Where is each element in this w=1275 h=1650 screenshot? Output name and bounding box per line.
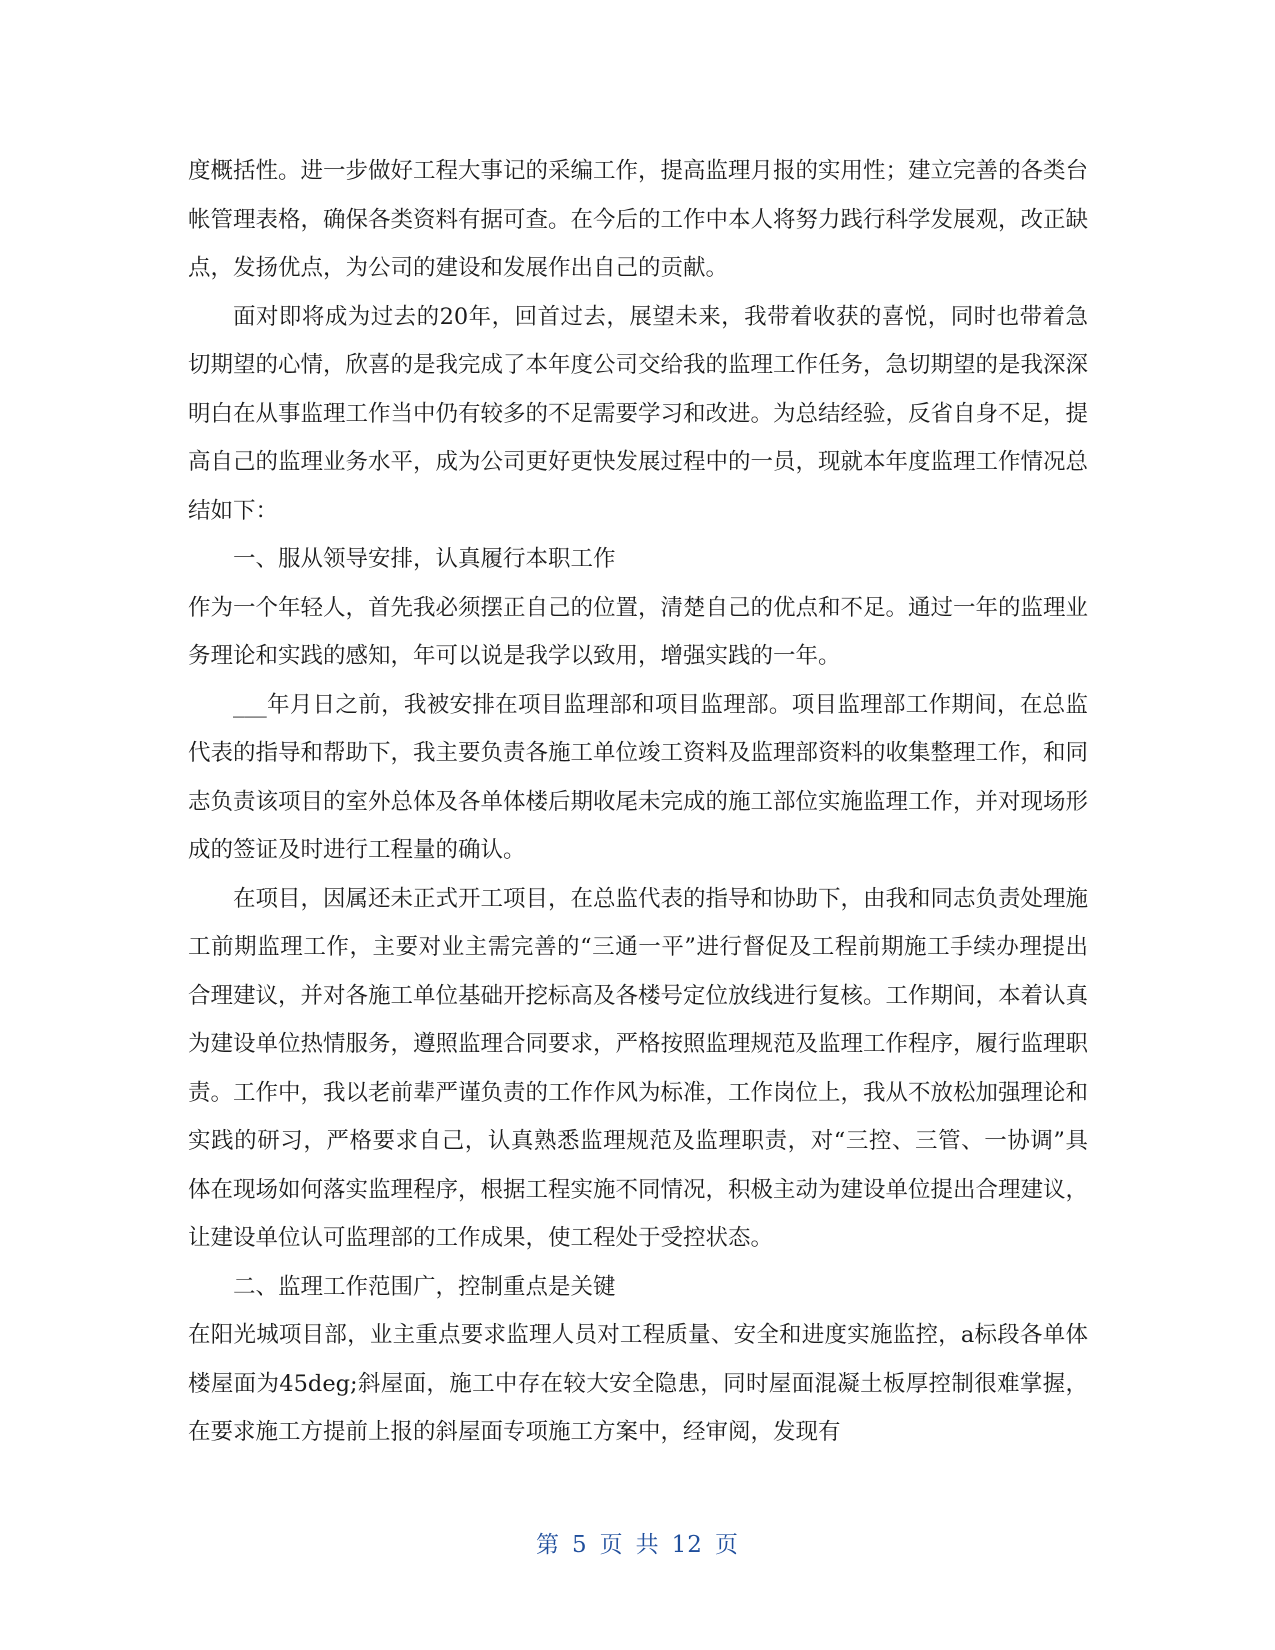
footer-total-pages: 12 [671,1532,703,1558]
document-body [188,147,1088,1457]
paragraph: 面对即将成为过去的20年，回首过去，展望未来，我带着收获的喜悦，同时也带着急切期望的心情，欣喜的是我完成了本年度公司交给我的监理工作任务，急切期望的是我深深明白在从事监理工作当中仍有较多的不足需要学习和改进。为总结经验，反省自身不足，提高自己的监理业务水平，成为公司更好更快发展过程中的一员，现就本年度监理工作情况总结如下： [188,303,1089,524]
paragraph: 在项目，因属还未正式开工项目，在总监代表的指导和协助下，由我和同志负责处理施工前期监理工作，主要对业主需完善的“三通一平”进行督促及工程前期施工手续办理提出合理建议，并对各施工单位基础开挖标高及各楼号定位放线进行复核。工作期间，本着认真为建设单位热情服务，遵照监理合同要求，严格按照监理规范及监理工作程序，履行监理职责。工作中，我以老前辈严谨负责的工作作风为标准，工作岗位上，我从不放松加强理论和实践的研习，严格要求自己，认真熟悉监理规范及监理职责，对“三控、三管、一协调”具体在现场如何落实监理程序，根据工程实施不同情况，积极主动为建设单位提出合理建议，让建设单位认可监理部的工作成果，使工程处于受控状态。 [188,885,1089,1251]
footer-total-word: 共 [635,1532,660,1558]
paragraph: 在阳光城项目部，业主重点要求监理人员对工程质量、安全和进度实施监控，a标段各单体楼屋面为45deg;斜屋面，施工中存在较大安全隐患，同时屋面混凝土板厚控制很难掌握，在要求施工方提前上报的斜屋面专项施工方案中，经审阅，发现有 [188,1322,1088,1445]
footer-suffix: 页 [714,1532,739,1558]
paragraph: 作为一个年轻人，首先我必须摆正自己的位置，清楚自己的优点和不足。通过一年的监理业务理论和实践的感知，年可以说是我学以致用，增强实践的一年。 [188,594,1089,669]
section-heading: 一、服从领导安排，认真履行本职工作 [233,546,616,572]
paragraph: 度概括性。进一步做好工程大事记的采编工作，提高监理月报的实用性；建立完善的各类台帐管理表格，确保各类资料有据可查。在今后的工作中本人将努力践行科学发展观，改正缺点，发扬优点，为公司的建设和发展作出自己的贡献。 [188,158,1089,281]
footer-page-word: 页 [599,1532,624,1558]
footer-prefix: 第 [536,1532,561,1558]
page-footer [0,1526,1275,1559]
paragraph: ___年月日之前，我被安排在项目监理部和项目监理部。项目监理部工作期间，在总监代表的指导和帮助下，我主要负责各施工单位竣工资料及监理部资料的收集整理工作，和同志负责该项目的室外总体及各单体楼后期收尾未完成的施工部位实施监理工作，并对现场形成的签证及时进行工程量的确认。 [188,691,1089,863]
footer-page-number: 5 [572,1532,588,1558]
section-heading: 二、监理工作范围广，控制重点是关键 [233,1273,616,1300]
